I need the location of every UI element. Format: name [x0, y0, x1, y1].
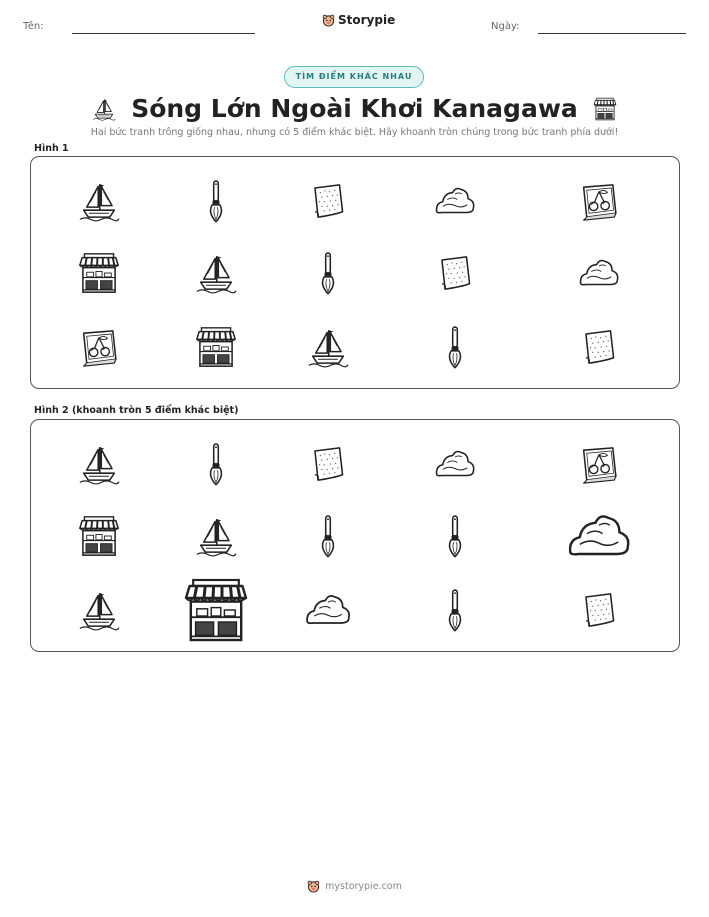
market-stall-icon[interactable]	[76, 250, 122, 296]
cherry-box-icon[interactable]	[576, 178, 622, 224]
storypie-mascot-icon	[307, 880, 320, 893]
page-title: Sóng Lớn Ngoài Khơi Kanagawa	[131, 94, 578, 123]
sailboat-icon[interactable]	[76, 587, 122, 633]
brand-logo	[322, 13, 395, 27]
paper-icon[interactable]	[432, 250, 478, 296]
instructions: Hai bức tranh trông giống nhau, nhưng có 5 điểm khác biệt. Hãy khoanh tròn chúng trong bức tranh phía dưới!	[90, 127, 619, 138]
market-stall-icon[interactable]	[76, 513, 122, 559]
paper-icon[interactable]	[576, 324, 622, 370]
title-row	[0, 92, 709, 126]
figure-1-panel	[30, 156, 680, 389]
brush-icon[interactable]	[193, 178, 239, 224]
cherry-box-icon[interactable]	[576, 441, 622, 487]
date-field[interactable]	[538, 33, 686, 34]
market-stall-icon[interactable]	[180, 574, 252, 646]
wave-icon[interactable]	[576, 250, 622, 296]
brush-icon[interactable]	[305, 250, 351, 296]
paper-icon[interactable]	[305, 441, 351, 487]
wave-icon[interactable]	[302, 584, 354, 636]
brush-icon[interactable]	[305, 513, 351, 559]
name-label: Tên:	[23, 21, 44, 32]
market-stall-icon	[592, 96, 618, 122]
market-stall-icon[interactable]	[193, 324, 239, 370]
storypie-mascot-icon	[322, 14, 335, 27]
sailboat-icon	[91, 96, 117, 122]
footer	[0, 880, 709, 893]
sailboat-icon[interactable]	[193, 513, 239, 559]
cherry-box-icon[interactable]	[76, 324, 122, 370]
activity-badge: TÌM ĐIỂM KHÁC NHAU	[284, 66, 424, 88]
sailboat-icon[interactable]	[193, 250, 239, 296]
name-field[interactable]	[72, 33, 255, 34]
wave-icon[interactable]	[432, 178, 478, 224]
footer-site: mystorypie.com	[325, 881, 402, 892]
sailboat-icon[interactable]	[76, 178, 122, 224]
brush-icon[interactable]	[432, 513, 478, 559]
sailboat-icon[interactable]	[76, 441, 122, 487]
figure-1-label: Hình 1	[34, 143, 69, 154]
sailboat-icon[interactable]	[305, 324, 351, 370]
figure-2-panel	[30, 419, 680, 652]
paper-icon[interactable]	[576, 587, 622, 633]
brand-name: Storypie	[338, 13, 396, 27]
figure-2-label: Hình 2 (khoanh tròn 5 điểm khác biệt)	[34, 405, 239, 416]
paper-icon[interactable]	[305, 178, 351, 224]
brush-icon[interactable]	[193, 441, 239, 487]
date-label: Ngày:	[491, 21, 520, 32]
brush-icon[interactable]	[432, 587, 478, 633]
wave-icon[interactable]	[563, 500, 635, 572]
wave-icon[interactable]	[432, 441, 478, 487]
brush-icon[interactable]	[432, 324, 478, 370]
